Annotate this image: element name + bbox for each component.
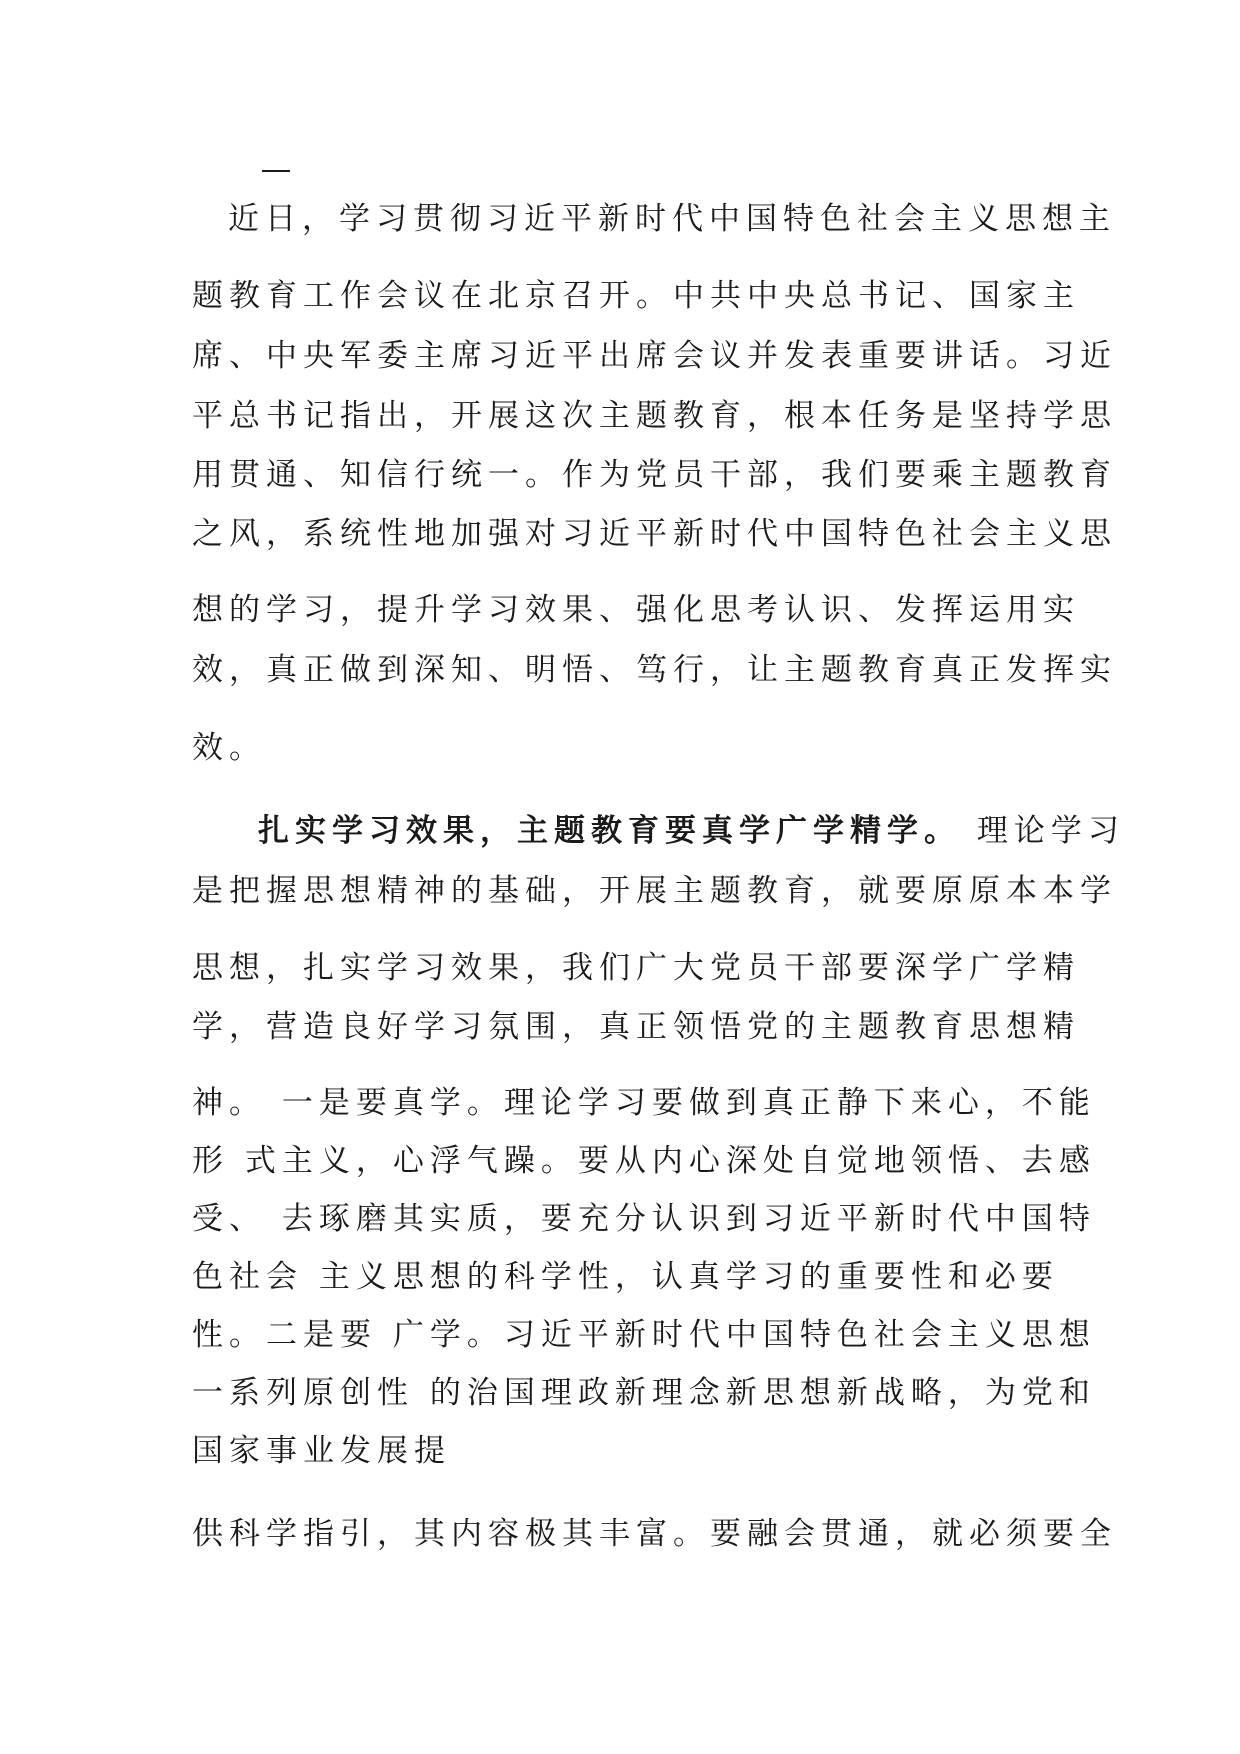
paragraph-line-12: 学，营造良好学习氛围，真正领悟党的主题教育思想精 [192,1009,1080,1045]
paragraph-line-3: 席、中央军委主席习近平出席会议并发表重要讲话。习近 [192,338,1117,374]
paragraph-line-11: 思想，扎实学习效果，我们广大党员干部要深学广学精 [192,950,1080,986]
paragraph-line-10: 是把握思想精神的基础，开展主题教育，就要原原本本学 [192,873,1117,909]
paragraph-line-2: 题教育工作会议在北京召开。中共中央总书记、国家主 [192,278,1080,314]
paragraph-line-13: 神。 一是要真学。理论学习要做到真正静下来心，不能 [192,1085,1096,1121]
paragraph-line-14: 形 式主义，心浮气躁。要从内心深处自觉地领悟、去感 [192,1143,1096,1179]
paragraph-line-18: 一系列原创性 的治国理政新理念新思想新战略，为党和 [192,1375,1096,1411]
paragraph-line-9: 效。 [192,730,266,766]
paragraph-line-6: 之风，系统性地加强对习近平新时代中国特色社会主义思 [192,516,1117,552]
section-heading-continuation: 理论学习 [976,813,1125,849]
paragraph-line-8: 效，真正做到深知、明悟、笃行，让主题教育真正发挥实 [192,652,1117,688]
paragraph-line-15: 受、 去琢磨其实质，要充分认识到习近平新时代中国特 [192,1201,1096,1237]
section-heading: 扎实学习效果，主题教育要真学广学精学。 [258,813,961,849]
paragraph-line-4: 平总书记指出，开展这次主题教育，根本任务是坚持学思 [192,398,1117,434]
paragraph-line-19: 国家事业发展提 [192,1433,451,1469]
paragraph-line-16: 色社会 主义思想的科学性，认真学习的重要性和必要 [192,1259,1059,1295]
section-dash [262,170,290,172]
paragraph-line-20: 供科学指引，其内容极其丰富。要融会贯通，就必须要全 [192,1516,1117,1552]
paragraph-line-1: 近日，学习贯彻习近平新时代中国特色社会主义思想主 [228,201,1116,237]
paragraph-line-17: 性。二是要 广学。习近平新时代中国特色社会主义思想 [192,1317,1096,1353]
paragraph-line-7: 想的学习，提升学习效果、强化思考认识、发挥运用实 [192,592,1080,628]
section-heading-line [258,811,1125,851]
paragraph-line-5: 用贯通、知信行统一。作为党员干部，我们要乘主题教育 [192,457,1117,493]
